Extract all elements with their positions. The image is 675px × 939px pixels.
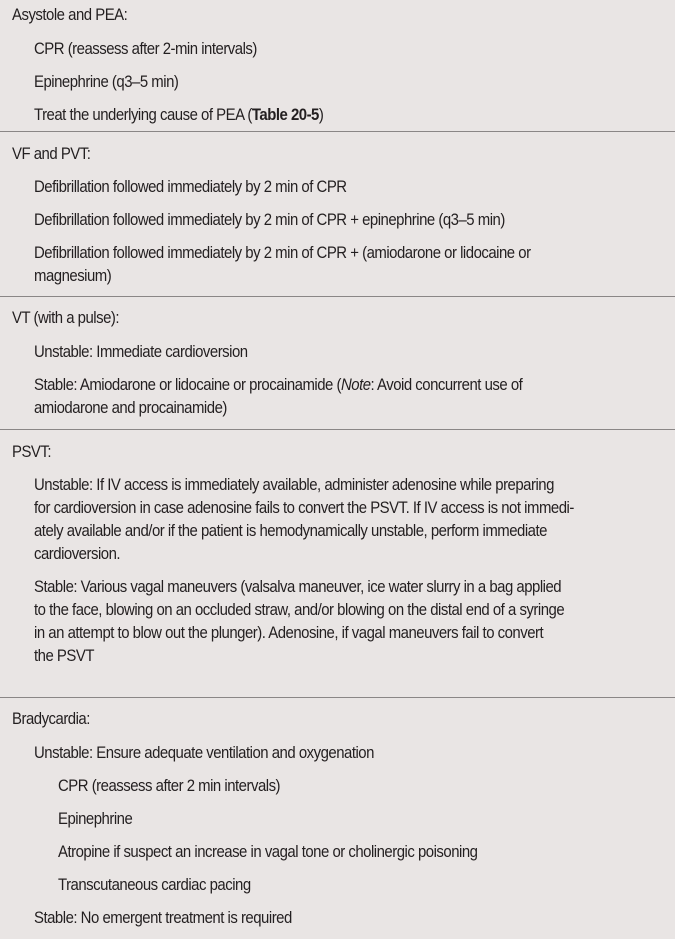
section-asystole-pea [0,0,675,132]
section-vt-pulse [0,297,675,430]
list-item: CPR (reassess after 2-min intervals) [34,39,257,58]
table-reference: Table 20-5 [251,105,319,124]
section-heading: PSVT: [12,442,52,461]
sub-list-item: CPR (reassess after 2 min intervals) [58,776,281,795]
list-item: Defibrillation followed immediately by 2 min of CPR + epinephrine (q3–5 min) [34,210,505,229]
list-item: Unstable: Immediate cardioversion [34,342,248,361]
section-heading: Bradycardia: [12,709,90,728]
list-item: Unstable: If IV access is immediately available, administer adenosine while preparing [34,475,554,494]
section-heading: Asystole and PEA: [12,5,128,24]
section-vf-pvt [0,132,675,297]
list-item: Unstable: Ensure adequate ventilation and oxygenation [34,743,374,762]
section-heading: VF and PVT: [12,144,91,163]
list-item-continued: cardioversion. [34,544,121,563]
sub-list-item: Transcutaneous cardiac pacing [58,875,251,894]
list-item: Stable: No emergent treatment is required [34,908,292,927]
list-item-continued: magnesium) [34,266,112,285]
sub-list-item: Epinephrine [58,809,133,828]
list-item: Epinephrine (q3–5 min) [34,72,179,91]
list-item: Stable: Amiodarone or lidocaine or procainamide (Note: Avoid concurrent use of [34,375,523,394]
list-item-continued: to the face, blowing on an occluded straw, and/or blowing on the distal end of a syringe [34,600,565,619]
section-heading: VT (with a pulse): [12,308,120,327]
list-item-continued: the PSVT [34,646,94,665]
note-label: Note [340,375,371,394]
sub-list-item: Atropine if suspect an increase in vagal tone or cholinergic poisoning [58,842,478,861]
list-item-continued: in an attempt to blow out the plunger). Adenosine, if vagal maneuvers fail to convert [34,623,544,642]
list-item-continued: amiodarone and procainamide) [34,398,227,417]
list-item: Defibrillation followed immediately by 2 min of CPR + (amiodarone or lidocaine or [34,243,531,262]
section-psvt [0,430,675,698]
list-item-continued: ately available and/or if the patient is hemodynamically unstable, perform immediate [34,521,547,540]
list-item: Defibrillation followed immediately by 2 min of CPR [34,177,347,196]
section-bradycardia [0,698,675,939]
list-item: Treat the underlying cause of PEA (Table 20-5) [34,105,324,124]
list-item: Stable: Various vagal maneuvers (valsalva maneuver, ice water slurry in a bag applied [34,577,562,596]
list-item-continued: for cardioversion in case adenosine fails to convert the PSVT. If IV access is not immedi- [34,498,574,517]
